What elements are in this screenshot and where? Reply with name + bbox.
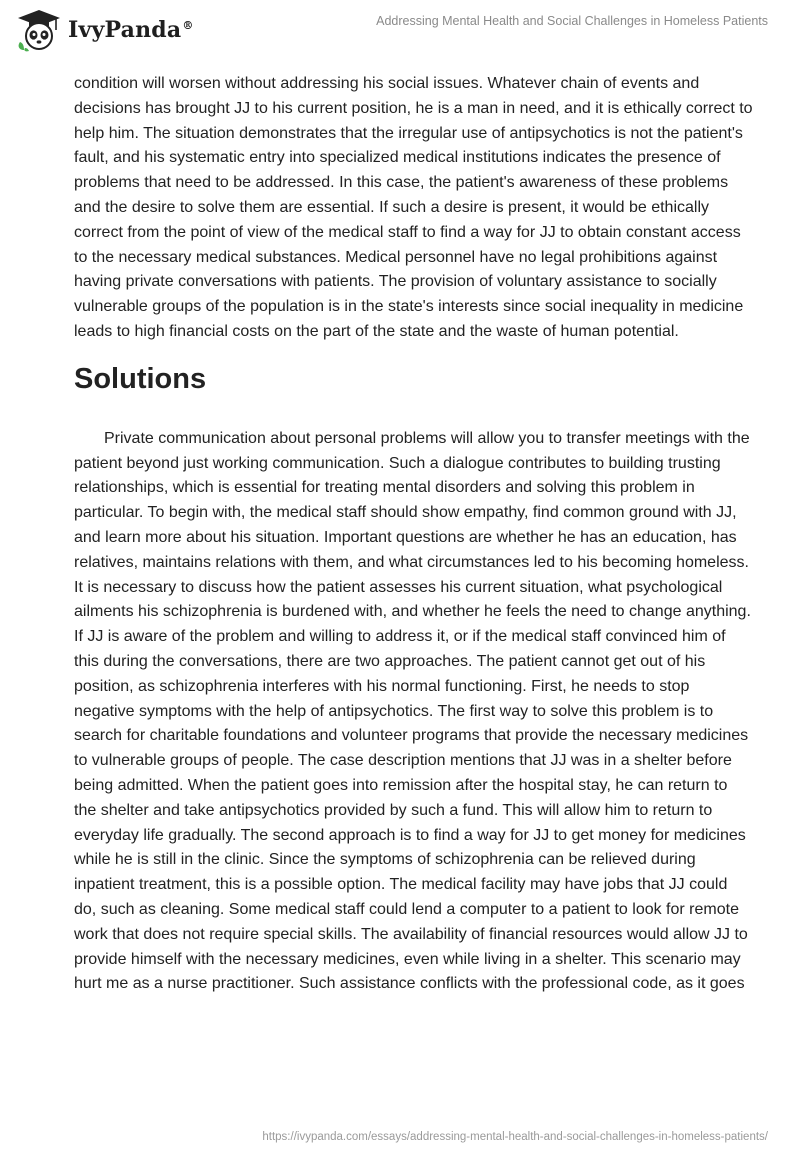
source-url[interactable]: https://ivypanda.com/essays/addressing-mental-health-and-social-challenges-in-homeless-patients/ (262, 1131, 768, 1143)
running-title: Addressing Mental Health and Social Challenges in Homeless Patients (376, 14, 768, 28)
registered-mark: ® (182, 18, 194, 32)
panda-graduate-icon (16, 8, 62, 52)
paragraph-solutions: Private communication about personal problems will allow you to transfer meetings with the patient beyond just working communication. Such a dialogue contributes to building trusting relationships, which is essential for treating mental disorders and solving this problem in particular. To begin with, the medical staff should show empathy, find common ground with JJ, and learn more about his situation. Important questions are whether he has an education, has relatives, maintains relations with them, and what circumstances led to his becoming homeless. It is necessary to discuss how the patient assesses his current situation, what psychological ailments his schizophrenia is burdened with, and whether he feels the need to change anything. If JJ is aware of the problem and willing to address it, or if the medical staff convinced him of this during the conversations, there are two approaches. The patient cannot get out of his position, as schizophrenia interferes with his normal functioning. First, he needs to stop negative symptoms with the help of antipsychotics. The first way to solve this problem is to search for charitable foundations and volunteer programs that provide the necessary medicines to vulnerable groups of people. The case description mentions that JJ was in a shelter before being admitted. When the patient goes into remission after the hospital stay, he can return to the shelter and take antipsychotics provided by such a fund. This will allow him to return to everyday life gradually. The second approach is to find a way for JJ to get money for medicines while he is still in the clinic. Since the symptoms of schizophrenia can be relieved during inpatient treatment, this is a possible option. The medical facility may have jobs that JJ could do, such as cleaning. Some medical staff could lend a computer to a patient to look for remote work that does not require special skills. The availability of financial resources would allow JJ to provide himself with the necessary medicines, even while living in a shelter. This scenario may hurt me as a nurse practitioner. Such assistance conflicts with the professional code, as it goes (74, 429, 751, 993)
logo-text: IvyPanda® (68, 17, 194, 43)
paragraph-continuation: condition will worsen without addressing his social issues. Whatever chain of events and decisions has brought JJ to his current position, he is a man in need, and it is ethically correct to help him. The situation demonstrates that the irregular use of antipsychotics is not the patient's fault, and his systematic entry into specialized medical institutions indicates the presence of problems that need to be addressed. In this case, the patient's awareness of these problems and the desire to solve them are essential. If such a desire is present, it would be ethically correct from the point of view of the medical staff to find a way for JJ to obtain constant access to the necessary medical substances. Medical personnel have no legal prohibitions against having private conversations with patients. The provision of voluntary assistance to socially vulnerable groups of the population is in the state's interests since social inequality in medicine leads to high financial costs on the part of the state and the waste of human potential. (74, 75, 753, 340)
ivypanda-logo[interactable] (16, 8, 194, 52)
section-heading-solutions: Solutions (74, 362, 207, 395)
page-header (0, 0, 800, 62)
essay-content (74, 72, 754, 997)
